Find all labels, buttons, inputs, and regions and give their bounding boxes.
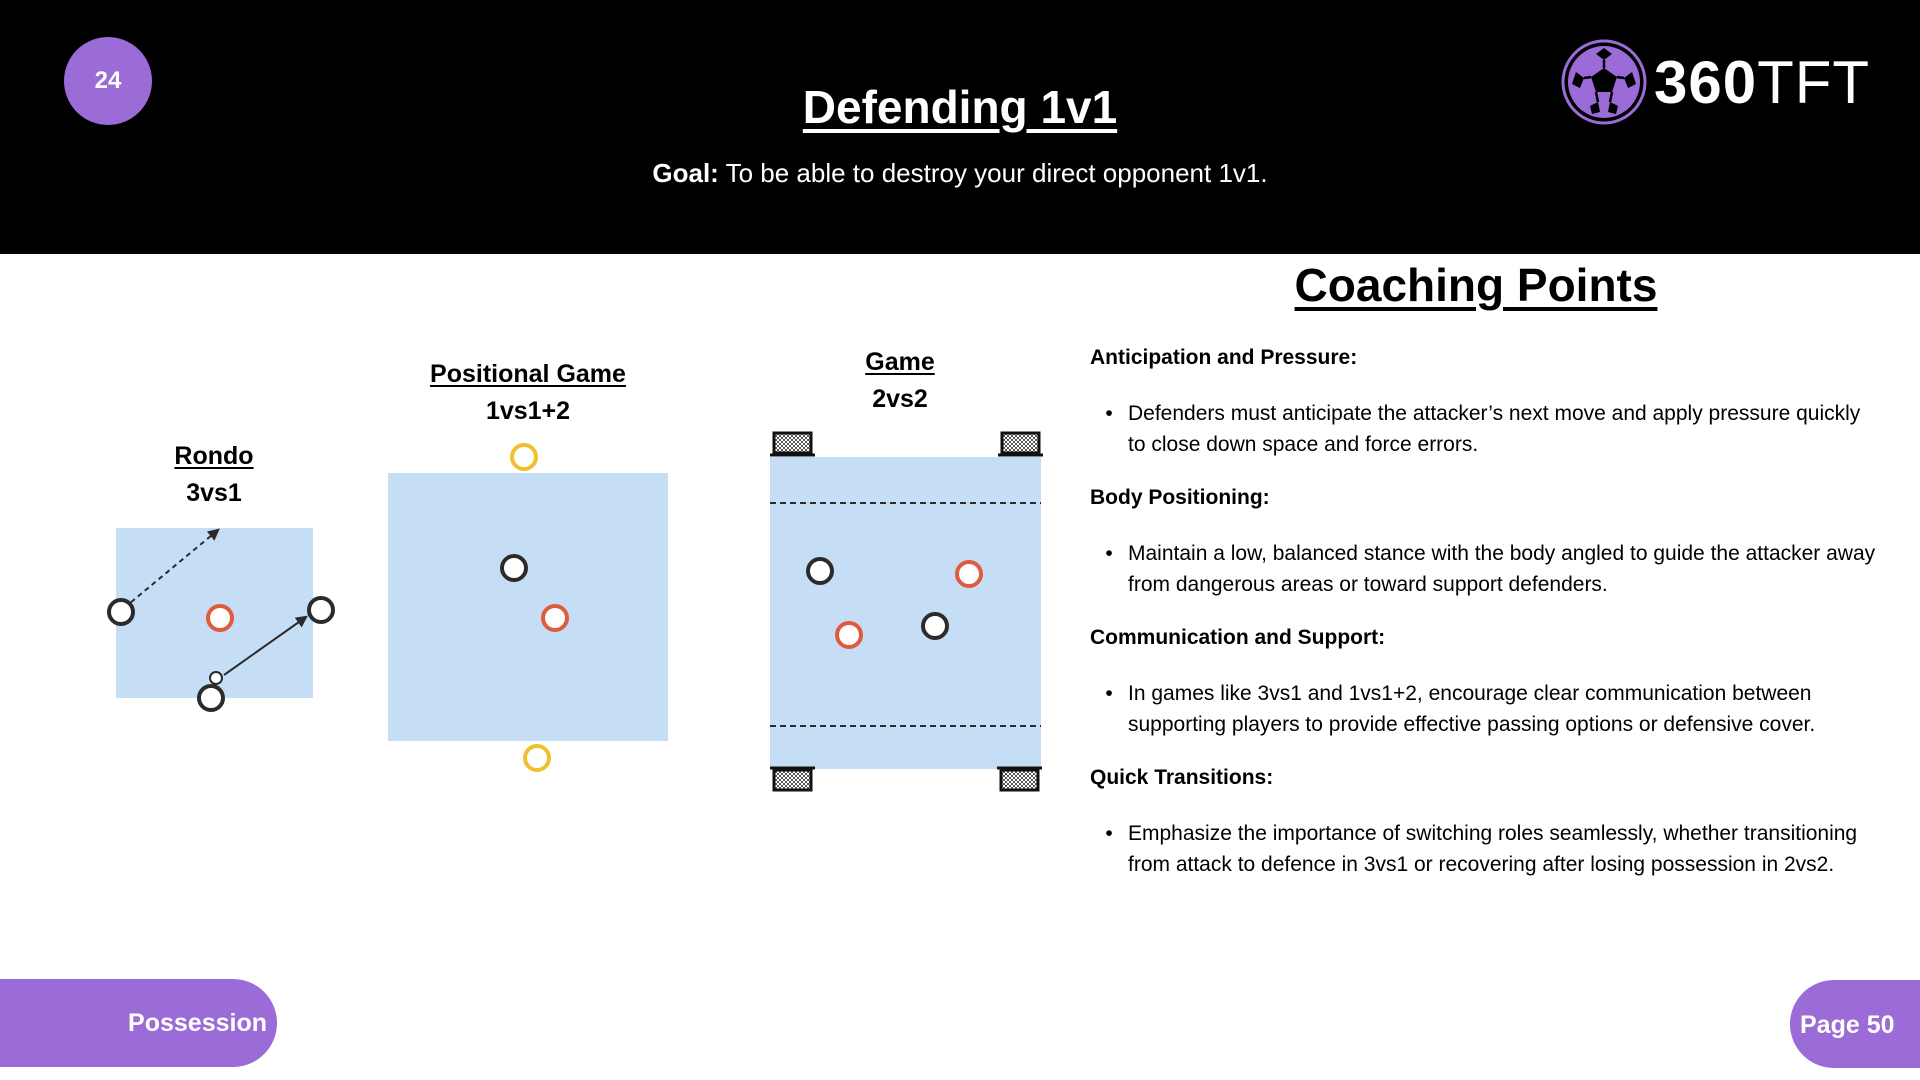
positional-game-defender xyxy=(543,606,567,630)
rondo-label xyxy=(114,442,314,508)
session-number-badge: 24 xyxy=(64,37,152,125)
soccer-ball-icon xyxy=(1560,38,1648,126)
coaching-bullet: • Defenders must anticipate the attacker’s next move and apply pressure quickly to close down space and force errors. xyxy=(1090,398,1880,460)
game-subtitle: 2vs2 xyxy=(872,385,928,413)
game-attacker-1 xyxy=(808,559,832,583)
coaching-bullet: • In games like 3vs1 and 1vs1+2, encourage clear communication between supporting players to provide effective passing options or defensive cover. xyxy=(1090,678,1880,740)
coaching-section xyxy=(1090,346,1880,460)
bullet-icon: • xyxy=(1105,822,1113,845)
rondo-defender xyxy=(208,606,232,630)
positional-game-subtitle: 1vs1+2 xyxy=(485,397,571,425)
positional-game-neutral-top xyxy=(512,445,536,469)
bullet-icon: • xyxy=(1105,542,1113,565)
positional-game-diagram xyxy=(380,430,680,780)
positional-game-pitch xyxy=(388,473,668,741)
coaching-heading: Quick Transitions: xyxy=(1090,766,1274,789)
coaching-heading: Communication and Support: xyxy=(1090,626,1386,649)
coaching-section xyxy=(1090,486,1880,600)
rondo-title: Rondo xyxy=(174,442,254,470)
rondo-ball-icon xyxy=(210,672,222,684)
rondo-attacker-bottom xyxy=(199,686,223,710)
rondo-attacker-left xyxy=(109,600,133,624)
positional-game-neutral-bottom xyxy=(525,746,549,770)
brand-logo xyxy=(1560,36,1870,128)
goal-statement xyxy=(460,158,1460,189)
coaching-heading: Anticipation and Pressure: xyxy=(1090,346,1358,369)
rondo-subtitle: 3vs1 xyxy=(186,479,242,507)
header-bar xyxy=(0,0,1920,254)
game-label xyxy=(800,348,1000,414)
coaching-points-list xyxy=(1090,346,1880,906)
goal-icon-top-left xyxy=(770,433,815,455)
positional-game-attacker xyxy=(502,556,526,580)
page-number: Page 50 xyxy=(1800,1011,1895,1039)
rondo-diagram xyxy=(100,510,350,730)
coaching-section xyxy=(1090,766,1880,880)
goal-text: To be able to destroy your direct opponent 1v1. xyxy=(718,158,1268,188)
positional-game-label xyxy=(388,360,668,426)
game-defender-1 xyxy=(957,562,981,586)
game-defender-2 xyxy=(837,623,861,647)
coaching-heading: Body Positioning: xyxy=(1090,486,1270,509)
game-diagram xyxy=(765,425,1055,805)
category-label: Possession xyxy=(128,1009,267,1037)
rondo-attacker-right xyxy=(309,598,333,622)
goal-icon-bottom-right xyxy=(997,768,1042,790)
goal-icon-top-right xyxy=(998,433,1043,455)
brand-wordmark: 360TFT xyxy=(1654,48,1871,116)
coaching-section xyxy=(1090,626,1880,740)
coaching-bullet: • Maintain a low, balanced stance with the body angled to guide the attacker away from dangerous areas or toward support defenders. xyxy=(1090,538,1880,600)
game-attacker-2 xyxy=(923,614,947,638)
bullet-icon: • xyxy=(1105,682,1113,705)
game-title: Game xyxy=(865,348,935,376)
category-tab[interactable] xyxy=(0,979,277,1067)
page-number-tab xyxy=(1790,980,1920,1068)
coaching-points-title: Coaching Points xyxy=(1294,259,1658,311)
goal-icon-bottom-left xyxy=(770,768,815,790)
coaching-bullet: • Emphasize the importance of switching roles seamlessly, whether transitioning from attack to defence in 3vs1 or recovering after losing possession in 2vs2. xyxy=(1090,818,1880,880)
bullet-icon: • xyxy=(1105,402,1113,425)
goal-label: Goal: xyxy=(652,158,719,188)
positional-game-title: Positional Game xyxy=(430,360,626,388)
page-title: Defending 1v1 xyxy=(802,81,1118,133)
